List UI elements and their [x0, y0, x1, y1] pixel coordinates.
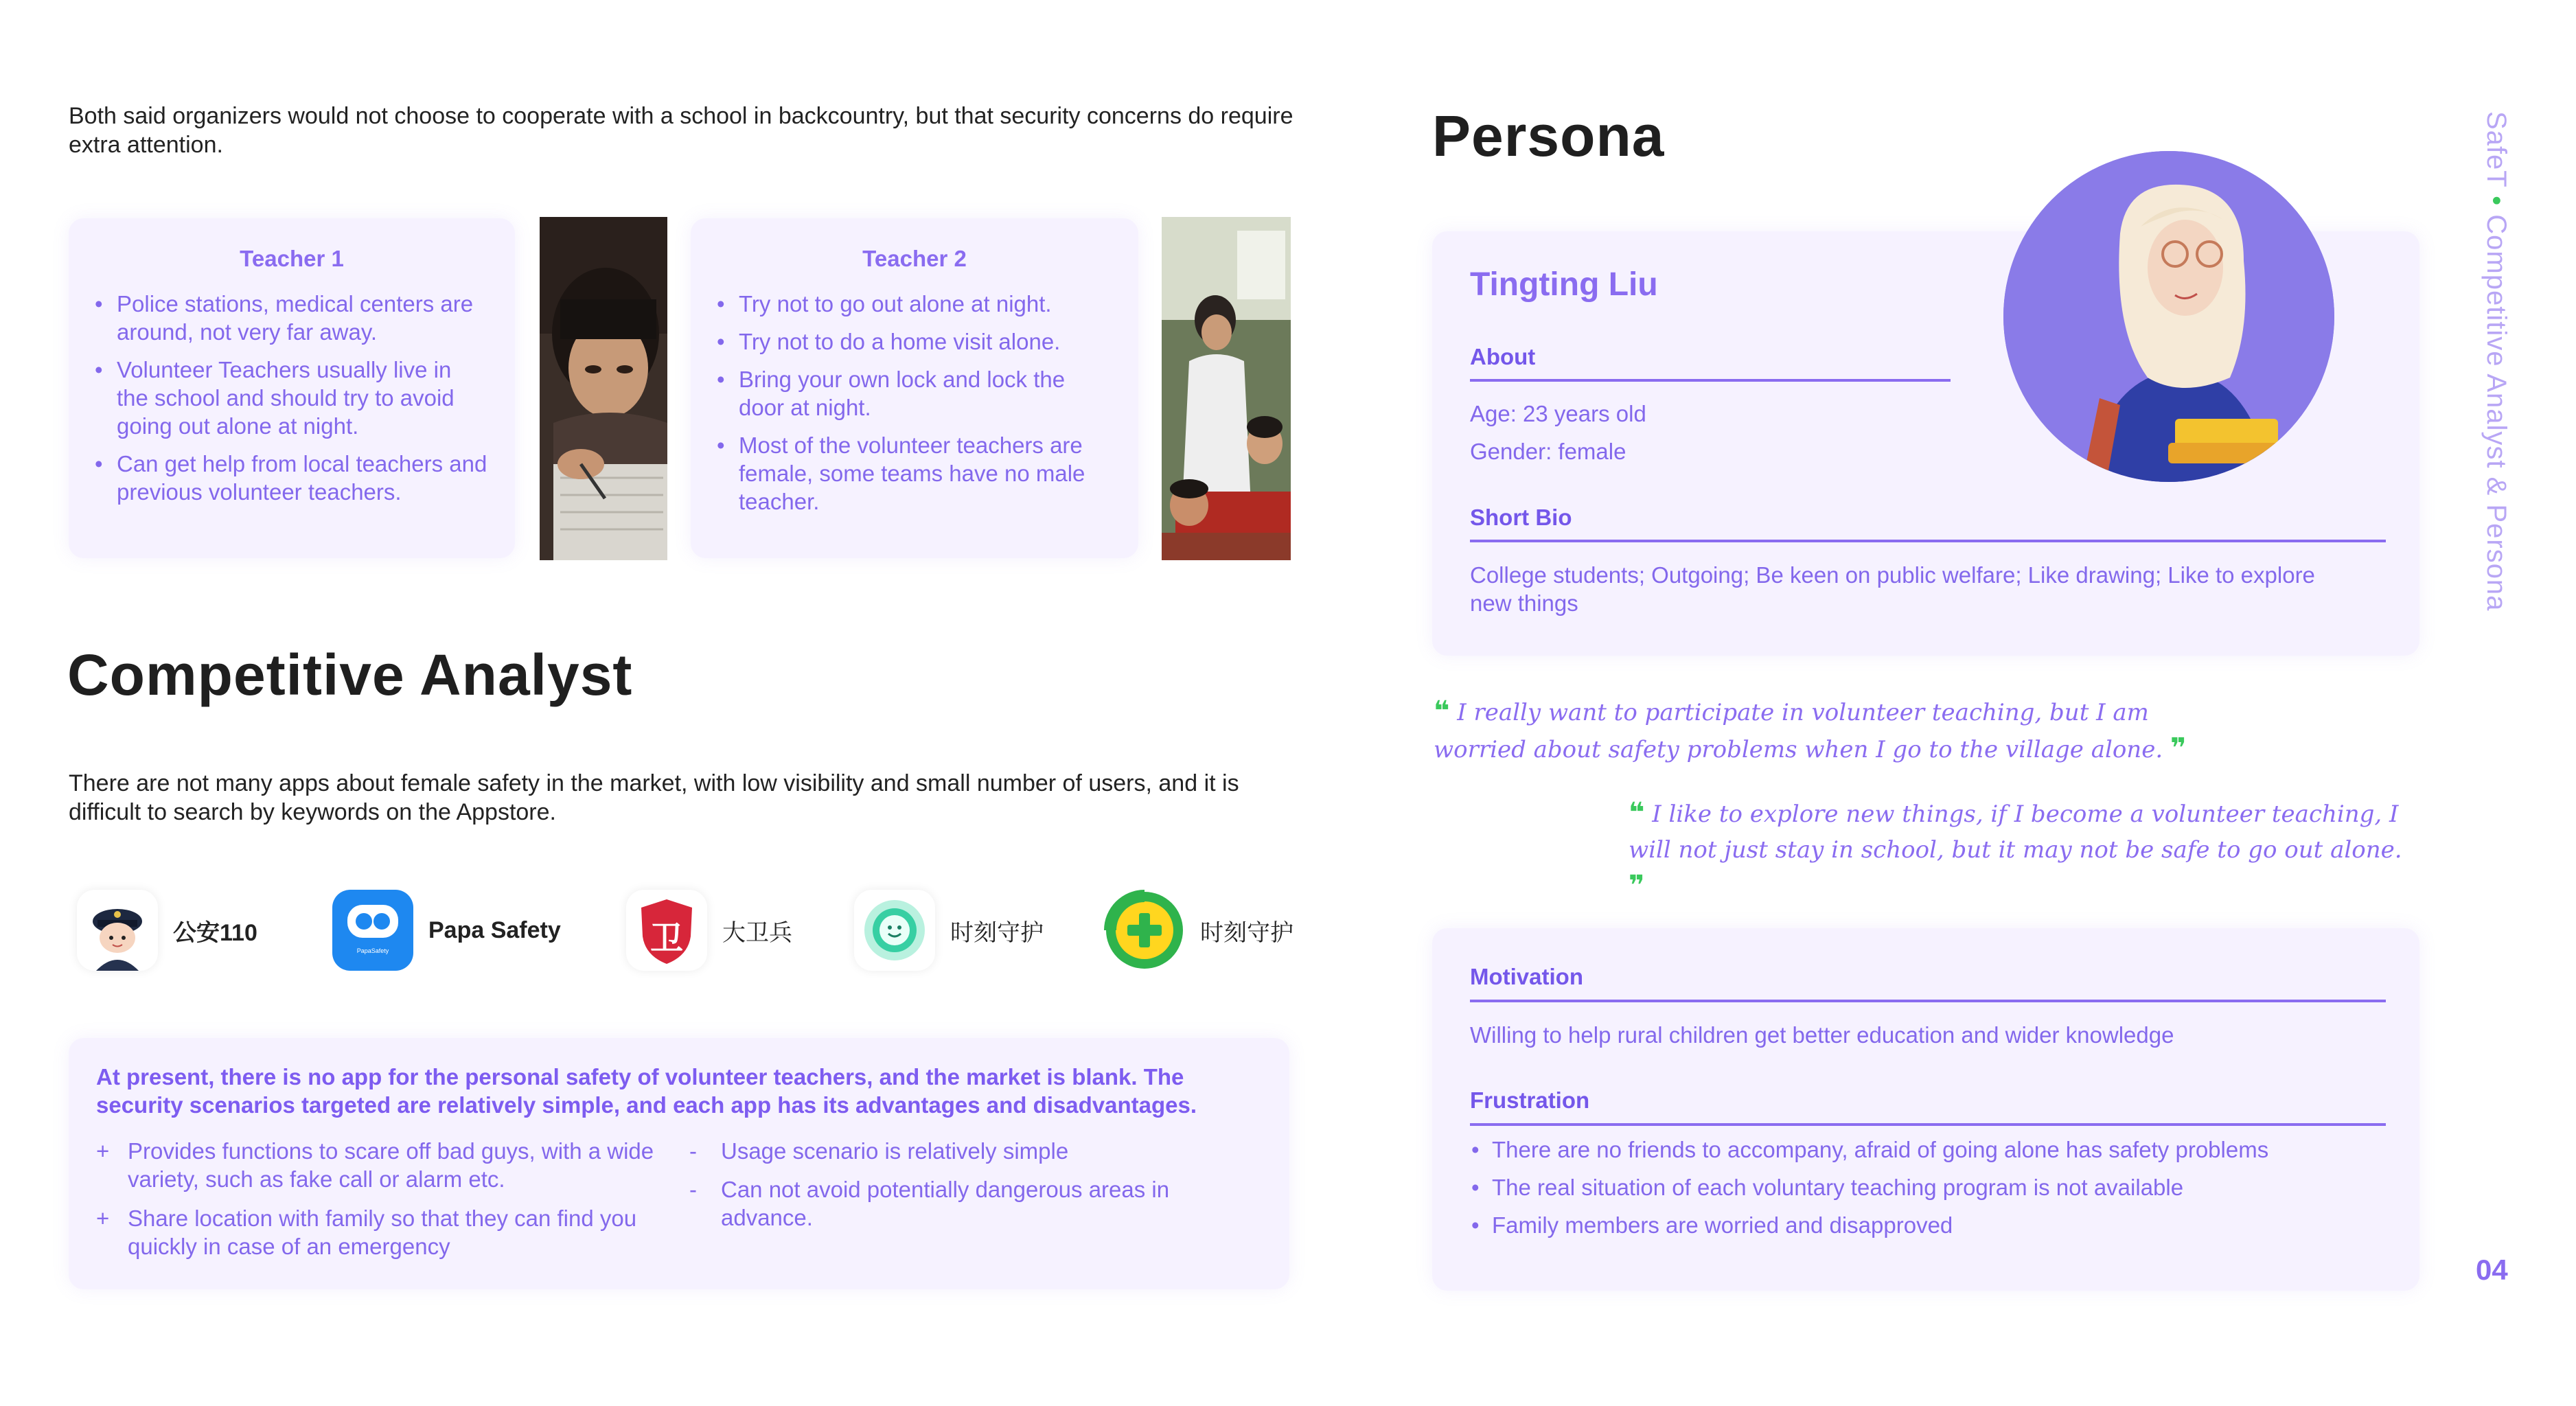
competitive-description: There are not many apps about female safety in the market, with low visibility and small number of users, and it is difficult to search by keywords on the Appstore.: [69, 770, 1239, 825]
app-label: Papa Safety: [428, 917, 561, 943]
list-item: • Family members are worried and disapproved: [1470, 1211, 2268, 1239]
shield-icon: [626, 890, 707, 971]
quote-close-icon: ❞: [1629, 870, 1645, 901]
app-label: 公安110: [173, 919, 257, 946]
list-item: • The real situation of each voluntary teaching program is not available: [1470, 1173, 2268, 1201]
minus-mark: -: [689, 1177, 697, 1202]
quote-open-icon: ❝: [1434, 695, 1450, 727]
brand-name: SafeT: [2481, 111, 2511, 187]
divider: [1470, 1000, 2386, 1002]
persona-avatar: [2003, 151, 2334, 482]
list-item: • Try not to do a home visit alone.: [715, 327, 1111, 356]
smiley-icon: [854, 890, 935, 971]
short-bio-label: Short Bio: [1470, 505, 1572, 530]
motivation-text: Willing to help rural children get better education and wider knowledge: [1470, 1022, 2174, 1048]
plus-mark: +: [96, 1138, 110, 1164]
con-item: - Usage scenario is relatively simple: [689, 1138, 1069, 1164]
app-papa-safety: [332, 889, 561, 971]
frustration-list: [1470, 1136, 2268, 1249]
app-da-wei-bing: [626, 889, 792, 971]
app-shi-ke-shou-hu-2: [1104, 889, 1293, 971]
boy-studying-photo: [540, 217, 667, 560]
divider: [1470, 540, 2386, 542]
quote-close-icon: ❞: [2170, 733, 2187, 764]
persona-name: Tingting Liu: [1470, 266, 1658, 303]
divider: [1470, 379, 1951, 382]
shield-glyph: 卫: [649, 921, 683, 957]
minus-mark: -: [689, 1138, 697, 1164]
list-item: • Try not to go out alone at night.: [715, 290, 1111, 318]
pro-item: + Provides functions to scare off bad guys, with a wide variety, such as fake call or alarm etc.: [96, 1138, 654, 1192]
about-label: About: [1470, 344, 1536, 369]
app-label: 时刻守护: [1200, 919, 1293, 946]
list-item: • Police stations, medical centers are around, not very far away.: [93, 290, 487, 346]
papa-safety-icon: [332, 890, 413, 971]
teacher-2-card: [691, 218, 1138, 558]
teacher-2-title: Teacher 2: [862, 246, 967, 271]
icon-caption: PapaSafety: [356, 947, 389, 954]
pro-item: + Share location with family so that they can find you quickly in case of an emergency: [96, 1206, 637, 1259]
app-label: 时刻守护: [950, 919, 1044, 946]
separator-dot: •: [2481, 196, 2511, 207]
competitive-summary-card: [69, 1038, 1289, 1289]
motivation-label: Motivation: [1470, 964, 1583, 989]
police-officer-icon: [77, 890, 158, 971]
persona-gender: Gender: female: [1470, 439, 1626, 464]
teacher-2-list: [691, 290, 1138, 516]
plus-mark: +: [96, 1206, 110, 1231]
con-item: - Can not avoid potentially dangerous areas in advance.: [689, 1177, 1170, 1230]
app-label: 大卫兵: [722, 919, 792, 946]
persona-quote-1: ❝ I really want to participate in volunteer teaching, but I am worried about safety problems when I go to the village alone. ❞: [1434, 695, 2187, 764]
teacher-1-card: [69, 218, 515, 558]
list-item: • Volunteer Teachers usually live in the school and should try to avoid going out alone at night.: [93, 356, 487, 440]
section-name: Competitive Analyst & Persona: [2481, 214, 2511, 612]
list-item: • Most of the volunteer teachers are female, some teams have no male teacher.: [715, 431, 1111, 516]
teacher-1-title: Teacher 1: [240, 246, 344, 271]
teacher-1-list: [69, 290, 515, 506]
summary-heading: At present, there is no app for the personal safety of volunteer teachers, and the market is blank. The security scenarios targeted are relatively simple, and each app has its advantages and disadvantages.: [96, 1064, 1197, 1118]
persona-bio: College students; Outgoing; Be keen on public welfare; Like drawing; Like to explore new things: [1470, 562, 2315, 616]
frustration-label: Frustration: [1470, 1087, 1590, 1113]
persona-quote-2: ❝ I like to explore new things, if I become a volunteer teaching, I will not just stay in school, but it may not be safe to go out alone. ❞: [1629, 797, 2402, 901]
quote-open-icon: ❝: [1629, 797, 1645, 829]
app-police-110: [77, 889, 257, 971]
list-item: • There are no friends to accompany, afraid of going alone has safety problems: [1470, 1136, 2268, 1164]
divider: [1470, 1123, 2386, 1126]
app-shi-ke-shou-hu-1: [854, 889, 1044, 971]
list-item: • Bring your own lock and lock the door at night.: [715, 365, 1111, 422]
list-item: • Can get help from local teachers and previous volunteer teachers.: [93, 450, 487, 506]
persona-age: Age: 23 years old: [1470, 401, 1646, 426]
motivation-frustration-card: [1432, 928, 2419, 1291]
teacher-classroom-photo: [1162, 217, 1291, 560]
section-sidebar: [2472, 111, 2520, 633]
intro-text: Both said organizers would not choose to cooperate with a school in backcountry, but that security concerns do require extra attention.: [69, 103, 1293, 158]
competitive-title: Competitive Analyst: [67, 643, 633, 707]
persona-title: Persona: [1432, 104, 1665, 168]
plus-icon: [1104, 890, 1185, 971]
page-number: 04: [2476, 1254, 2508, 1286]
